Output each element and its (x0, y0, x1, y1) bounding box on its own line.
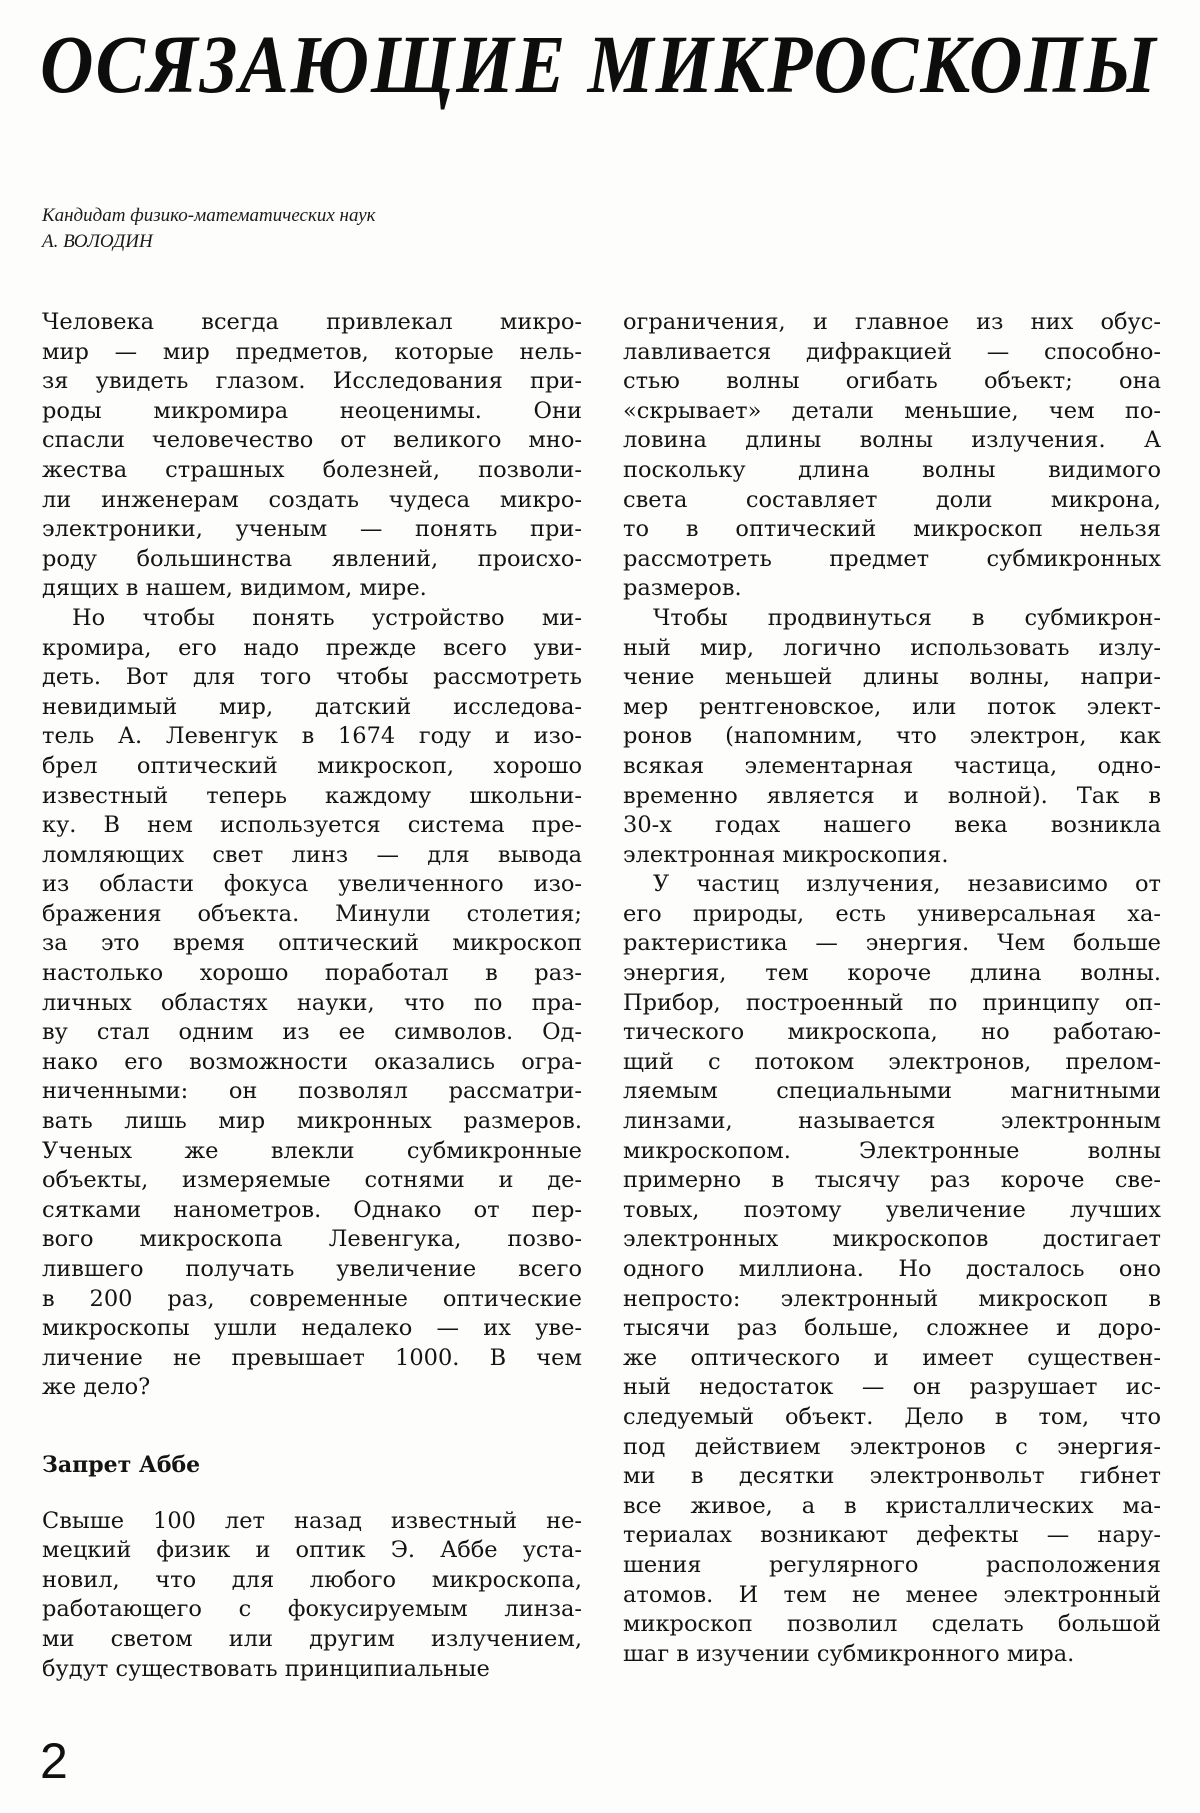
text-line: личение не превышает 1000. В чем (42, 1344, 582, 1371)
text-line: ниченными: он позволял рассматри- (42, 1078, 582, 1105)
text-line: Человека всегда привлекал микро- (42, 309, 582, 335)
text-line: непросто: электронный микроскоп в (623, 1285, 1161, 1312)
text-line: щий с потоком электронов, прелом- (623, 1048, 1161, 1075)
page-number: 2 (40, 1733, 68, 1789)
text-line: будут существовать принципиальные (42, 1655, 490, 1682)
left-column (42, 308, 582, 1684)
text-line: роды микромира неоценимы. Они (42, 397, 582, 424)
text-line: микроскоп позволил сделать большой (623, 1611, 1161, 1638)
text-line: ронов (напомним, что электрон, как (623, 723, 1161, 750)
text-line: настолько хорошо поработал в раз- (42, 960, 582, 987)
text-line: электронная микроскопия. (623, 841, 949, 868)
text-line: электронных микроскопов достигает (623, 1226, 1161, 1253)
text-line: в 200 раз, современные оптические (42, 1285, 582, 1312)
text-line: нако его возможности оказались огра- (42, 1048, 582, 1075)
text-line: же оптического и имеет существен- (623, 1344, 1161, 1371)
text-line: лавливается дифракцией — способно- (623, 338, 1161, 365)
text-line: невидимый мир, датский исследова- (42, 693, 582, 720)
text-line: Чтобы продвинуться в субмикрон- (653, 604, 1161, 631)
text-line: известный теперь каждому школьни- (42, 782, 582, 809)
text-line: Но чтобы понять устройство ми- (72, 604, 582, 631)
text-line: вого микроскопа Левенгука, позво- (42, 1226, 582, 1253)
text-line: микроскопы ушли недалеко — их уве- (42, 1315, 582, 1342)
text-line: шаг в изучении субмикронного мира. (623, 1640, 1075, 1667)
text-line: работающего с фокусируемым линза- (42, 1596, 582, 1623)
text-line: за это время оптический микроскоп (42, 930, 582, 957)
text-line: Свыше 100 лет назад известный не- (42, 1507, 582, 1534)
text-line: «скрывает» детали меньшие, чем по- (623, 397, 1161, 424)
text-line: ломляющих свет линз — для вывода (42, 841, 582, 868)
text-line: тель А. Левенгук в 1674 году и изо- (42, 723, 582, 750)
text-line: У частиц излучения, независимо от (653, 871, 1161, 898)
text-line: вать лишь мир микронных размеров. (42, 1108, 582, 1135)
text-line: бражения объекта. Минули столетия; (42, 900, 582, 927)
text-line: мер рентгеновское, или поток элект- (623, 693, 1161, 720)
text-line: ву стал одним из ее символов. Од- (42, 1019, 582, 1046)
text-line: временно является и волной). Так в (623, 782, 1161, 809)
text-line: ный недостаток — он разрушает ис- (623, 1374, 1161, 1401)
text-line: ми в десятки электронвольт гибнет (623, 1463, 1161, 1490)
text-line: всякая элементарная частица, одно- (623, 752, 1161, 779)
text-line: зя увидеть глазом. Исследования при- (42, 368, 582, 395)
text-line: тысячи раз больше, сложнее и доро- (623, 1315, 1161, 1342)
paragraph (623, 308, 1161, 604)
text-line: следуемый объект. Дело в том, что (623, 1403, 1161, 1430)
text-line: 30-х годах нашего века возникла (623, 812, 1161, 839)
text-line: стью волны огибать объект; она (623, 368, 1161, 395)
paragraph (623, 604, 1161, 870)
text-line: под действием электронов с энергия- (623, 1433, 1161, 1460)
text-line: одного миллиона. Но досталось оно (623, 1256, 1161, 1282)
text-line: шения регулярного расположения (623, 1551, 1161, 1578)
text-line: ный мир, логично использовать излу- (623, 634, 1161, 661)
text-line: брел оптический микроскоп, хорошо (42, 752, 582, 779)
text-line: электроники, ученым — понять при- (42, 516, 582, 543)
text-line: Ученых же влекли субмикронные (42, 1137, 582, 1164)
text-line: все живое, а в кристаллических ма- (623, 1492, 1161, 1519)
paragraph (42, 604, 582, 1403)
text-line: мир — мир предметов, которые нель- (42, 338, 582, 365)
text-line: атомов. И тем не менее электронный (623, 1581, 1161, 1608)
text-line: же дело? (42, 1374, 151, 1401)
text-line: примерно в тысячу раз короче све- (623, 1167, 1161, 1194)
text-line: то в оптический микроскоп нельзя (623, 516, 1161, 543)
text-line: света составляет доли микрона, (623, 486, 1161, 513)
text-line: рактеристика — энергия. Чем больше (623, 930, 1161, 957)
author-name: А. ВОЛОДИН (42, 231, 153, 252)
text-line: новил, что для любого микроскопа, (42, 1566, 582, 1593)
article-title: ОСЯЗАЮЩИЕ МИКРОСКОПЫ (40, 19, 1158, 111)
text-line: микроскопом. Электронные волны (623, 1137, 1161, 1164)
text-line: поскольку длина волны видимого (623, 456, 1161, 483)
text-line: рассмотреть предмет субмикронных (623, 545, 1161, 572)
text-line: линзами, называется электронным (623, 1108, 1161, 1135)
right-column (623, 308, 1161, 1669)
text-line: роду большинства явлений, происхо- (42, 545, 582, 572)
author-credentials: Кандидат физико-математических наук (42, 205, 376, 226)
text-line: ку. В нем используется система пре- (42, 812, 582, 839)
text-line: лившего получать увеличение всего (42, 1256, 582, 1282)
text-line: из области фокуса увеличенного изо- (42, 871, 582, 898)
text-line: чение меньшей длины волны, напри- (623, 664, 1161, 691)
text-line: его природы, есть универсальная ха- (623, 900, 1161, 927)
text-line: сятками нанометров. Однако от пер- (42, 1196, 582, 1223)
text-line: размеров. (623, 575, 742, 602)
text-line: деть. Вот для того чтобы рассмотреть (42, 664, 582, 691)
text-line: ми светом или другим излучением, (42, 1625, 582, 1652)
text-line: дящих в нашем, видимом, мире. (42, 575, 427, 602)
text-line: объекты, измеряемые сотнями и де- (42, 1167, 582, 1194)
text-line: ли инженерам создать чудеса микро- (42, 486, 582, 513)
text-line: ляемым специальными магнитными (623, 1078, 1161, 1105)
text-line: ограничения, и главное из них обус- (623, 309, 1161, 335)
text-line: мецкий физик и оптик Э. Аббе уста- (42, 1537, 582, 1564)
text-line: кромира, его надо прежде всего уви- (42, 634, 582, 661)
section-heading: Запрет Аббе (42, 1451, 201, 1478)
paragraph (42, 308, 582, 604)
text-line: личных областях науки, что по пра- (42, 989, 582, 1016)
text-line: спасли человечество от великого мно- (42, 427, 582, 454)
paragraph (42, 1507, 582, 1685)
paragraph (623, 870, 1161, 1669)
byline (42, 203, 376, 255)
text-line: ловина длины волны излучения. А (623, 427, 1161, 454)
text-line: энергия, тем короче длина волны. (623, 960, 1161, 987)
text-line: териалах возникают дефекты — нару- (623, 1522, 1161, 1549)
text-line: тического микроскопа, но работаю- (623, 1019, 1161, 1046)
text-line: жества страшных болезней, позволи- (42, 456, 582, 483)
text-line: товых, поэтому увеличение лучших (623, 1196, 1161, 1223)
text-line: Прибор, построенный по принципу оп- (623, 989, 1161, 1016)
